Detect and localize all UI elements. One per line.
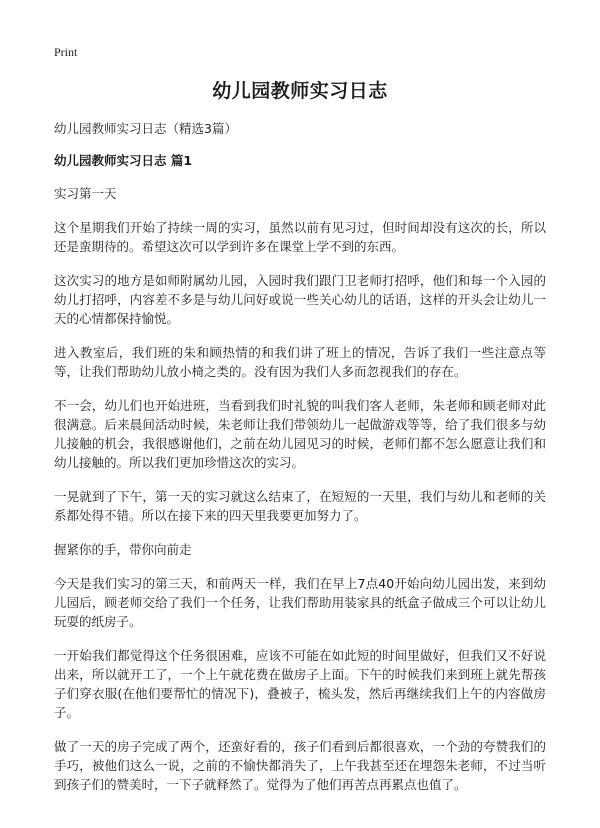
paragraph: 这个星期我们开始了持续一周的实习，虽然以前有见习过，但时间却没有这次的长，所以还是蛮期待的。希望这次可以学到许多在课堂上学不到的东西。 [54,220,546,254]
paragraph: 不一会，幼儿们也开始进班，当看到我们时礼貌的叫我们客人老师，朱老师和顾老师对此很满意。后来晨间活动时候，朱老师让我们带领幼儿一起做游戏等等，给了我们很多与幼儿接触的机会，我很感谢他们，之前在幼儿园见习的时候，老师们都不怎么愿意让我们和幼儿接触的。所以我们更加珍惜这次的实习。 [54,398,546,470]
paragraph: 今天是我们实习的第三天，和前两天一样，我们在早上7点40开始向幼儿园出发，来到幼儿园后，顾老师交给了我们一个任务，让我们帮助用装家具的纸盒子做成三个可以让幼儿玩耍的纸房子。 [54,576,546,629]
paragraph: 一晃就到了下午，第一天的实习就这么结束了，在短短的一天里，我们与幼儿和老师的关系都处得不错。所以在接下来的四天里我要更加努力了。 [54,489,546,523]
paragraph: 一开始我们都觉得这个任务很困难，应该不可能在如此短的时间里做好，但我们又不好说出来，所以就开工了，一个上午就花费在做房子上面。下午的时候我们来到班上就先帮孩子们穿衣服(在他们要帮忙的情况下)，叠被子，梳头发，然后再继续我们上午的内容做房子。 [54,648,546,720]
document-subtitle: 幼儿园教师实习日志（精选3篇） [54,121,237,136]
paragraph-subheading: 握紧你的手，带你向前走 [54,542,192,557]
paragraph: 做了一天的房子完成了两个，还蛮好看的，孩子们看到后都很喜欢，一个劲的夸赞我们的手巧，被他们这么一说，之前的不愉快都消失了，上午我甚至还在埋怨朱老师，不过当听到孩子们的赞美时，一下子就释然了。觉得为了他们再苦点再累点也值了。 [54,739,546,792]
paragraph: 这次实习的地方是如师附属幼儿园，入园时我们跟门卫老师打招呼，他们和每一个入园的幼儿打招呼，内容差不多是与幼儿问好或说一些关心幼儿的话语，这样的开头会让幼儿一天的心情都保持愉悦。 [54,273,546,326]
section-title: 幼儿园教师实习日志 篇1 [54,153,193,168]
print-link[interactable]: Print [54,45,78,59]
paragraph: 进入教室后，我们班的朱和顾热情的和我们讲了班上的情况，告诉了我们一些注意点等等，让我们帮助幼儿放小椅之类的。没有因为我们人多而忽视我们的存在。 [54,345,546,379]
paragraph-day-heading: 实习第一天 [54,186,117,201]
page-title: 幼儿园教师实习日志 [212,80,388,102]
